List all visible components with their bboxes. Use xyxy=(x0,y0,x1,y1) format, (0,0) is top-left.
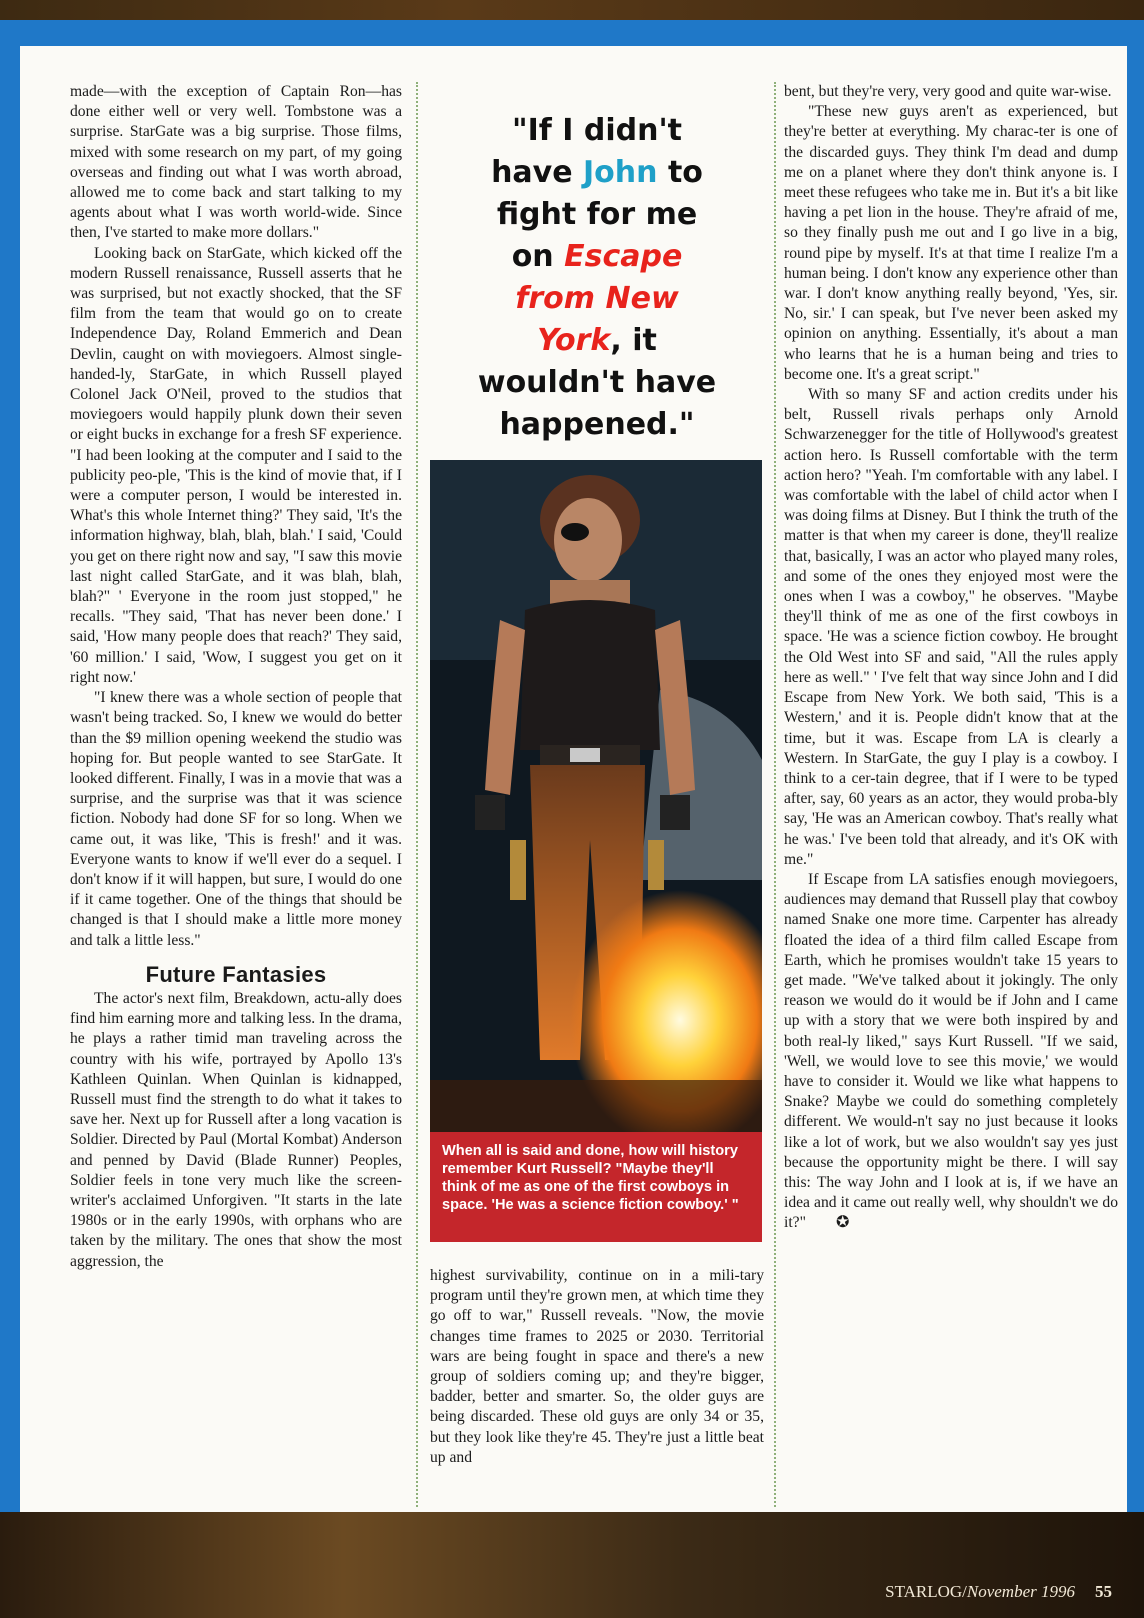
pull-quote-line: fight for me xyxy=(496,197,698,232)
col3-paragraph-2: "These new guys aren't as experienced, but they're better at everything. My charac-ter is one of the discarded guys. They think I'm dead and dump me on a planet where they don't think anyone is. I meet these refugees who take me in. But it's a bit like having a pet lion in the house. They're afraid of me, so they finally push me out and I go live in a big, round pipe by myself. It's at that time I realize I'm a human being. I don't know any experience other than war. I don't know anything really beyond, 'Yes, sir. No, sir.' I can speak, but I've never been asked my opinion on anything. Essentially, it's about a man who learns that he is a human being and tries to become one. It's a great script." xyxy=(784,103,1118,383)
pull-quote-line: on Escape xyxy=(511,239,683,274)
pull-quote-name: John xyxy=(583,155,658,190)
section-subhead: Future Fantasies xyxy=(145,961,327,987)
column-divider-left xyxy=(416,82,418,1507)
col1-paragraph-1: made—with the exception of Captain Ron—has done either well or very well. Tombstone was a surprise. StarGate was a big surprise. Those films, mixed with some research on my part, of my going overseas and finding out what I was worth abroad, allowed me to come back and start talking to my agents about what I was worth world-wide. Since then, I've started to make more dollars." xyxy=(70,83,402,242)
pull-quote-line: "If I didn't xyxy=(511,113,682,148)
pull-quote-line: York, it xyxy=(537,323,657,358)
pull-quote-line: have John to xyxy=(491,155,703,190)
col1-paragraph-2: Looking back on StarGate, which kicked off the modern Russell renaissance, Russell asserts that he was surprised, but not exactly shocked, that the SF film from the team that would go on to create Independence Day, Roland Emmerich and Dean Devlin, caught on with moviegoers. Almost single-handed-ly, StarGate, in which Russell played Colonel Jack O'Neil, proved to the studios that moviegoers would happily plunk down their seven or eight bucks in exchange for a fresh SF experience. "I had been looking at the computer and I said to the publicity peo-ple, 'This is the kind of movie that, if I were a computer person, I would be interested in. What's this whole Internet thing?' They said, 'It's the information highway, blah, blah, blah.' I said, 'Could you get on there right now and say, "I saw this movie last night called StarGate, and it was blah, blah, blah?" ' Everyone in the room just stopped," he recalls. "They said, 'That has never been done.' I said, 'How many people does that reach?' They said, '60 million.' I said, 'Wow, I suggest you get on it right now.' xyxy=(70,244,402,686)
kurt-russell-photo xyxy=(430,460,762,1132)
column-1 xyxy=(70,82,402,1272)
photo-caption: When all is said and done, how will history remember Kurt Russell? "Maybe they'll think of me as one of the first cowboys in space. 'He was a science fiction cowboy.' " xyxy=(430,1132,762,1242)
page-number: 55 xyxy=(1095,1582,1112,1601)
pull-quote xyxy=(430,110,764,446)
column-2-text xyxy=(430,1266,764,1468)
bottom-border-band xyxy=(0,1512,1144,1618)
col3-paragraph-3: With so many SF and action credits under his belt, Russell rivals perhaps only Arnold Schwarzenegger for the title of Hollywood's greatest action hero. Is Russell comfortable with the term action hero? "Yeah. I'm comfortable with any label. I was comfortable with the label of child actor when I was doing films at Disney. But I think the truth of the matter is that when my career is done, they'll realize that, basically, I was an actor who played many roles, and some of the ones they enjoyed most were the ones when I was a cowboy," he observes. "Maybe they'll think of me as one of the first cowboys in space. 'He was a science fiction cowboy. He brought the Old West into SF and said, "All the rules apply here as well." ' I've felt that way since John and I did Escape from New York. We both said, 'This is a Western,' and it is. People didn't know that at the time, but it was. Escape from LA is clearly a Western. In StarGate, the guy I play is a cowboy. I think to a cer-tain degree, that if I were to be typed after, say, 60 years as an actor, they would proba-bly say, 'He was an American cowboy. That's really what he was.' I've been told that already, and it's OK with me." xyxy=(784,386,1118,868)
col2-paragraph-1: highest survivability, continue on in a mili-tary program until they're grown men, at which time they go off to war," Russell reveals. "Now, the movie changes time frames to 2025 or 2030. Territorial wars are being fought in space and there's a new group of soldiers coming up; and they're bigger, badder, better and smarter. So, the older guys are being discarded. These old guys are only 34 or 35, but they look like they're 45. They're just a little beat up and xyxy=(430,1267,764,1466)
pull-quote-line: wouldn't have xyxy=(477,365,717,400)
end-mark-icon: ✪ xyxy=(835,1214,850,1232)
issue-date: November 1996 xyxy=(966,1582,1075,1601)
column-divider-right xyxy=(774,82,776,1507)
column-3 xyxy=(784,82,1118,1234)
col3-paragraph-1: bent, but they're very, very good and quite war-wise. xyxy=(784,83,1112,100)
magazine-name: STARLOG xyxy=(885,1582,963,1601)
pull-quote-title: Escape xyxy=(564,239,683,274)
photo-illustration xyxy=(430,460,762,1132)
col1-paragraph-4: The actor's next film, Breakdown, actu-ally does find him earning more and talking less. In the drama, he plays a rather timid man traveling across the country with his wife, portrayed by Apollo 13's Kathleen Quinlan. When Quinlan is kidnapped, Russell must find the strength to do what it takes to save her. Next up for Russell after a long vacation is Soldier. Directed by Paul (Mortal Kombat) Anderson and penned by David (Blade Runner) Peoples, Soldier feels in tone very much like the screen-writer's acclaimed Unforgiven. "It starts in the late 1980s or in the early 1990s, with orphans who are taken by the military. The ones that show the most aggression, the xyxy=(70,989,402,1270)
col3-paragraph-4: If Escape from LA satisfies enough moviegoers, audiences may demand that Russell play that cowboy named Snake one more time. Carpenter has already floated the idea of a third film called Escape from Earth, which he promises wouldn't take 15 years to get made. "We've talked about it jokingly. The only reason we would do it would be if John and I came up with a story that we were both inspired by and both real-ly liked," says Kurt Russell. "If we said, 'Well, we would love to see this movie,' we would have to consider it. Would we like what happens to Snake? Maybe we could do something completely different. We would-n't say no just because it looks like a lot of work, but we also wouldn't say yes just because the opportunity might be there. I will say this: The way John and I look at is, if we have an idea and it came out really well, why shouldn't we do it?" ✪ xyxy=(784,870,1118,1234)
pull-quote-line: happened." xyxy=(499,407,695,442)
col1-paragraph-3: "I knew there was a whole section of people that wasn't being tracked. So, I knew we would do better than the $9 million opening weekend the studio was hoping for. But people wanted to see StarGate. It looked different. Finally, I was in a movie that was a surprise, and the surprise was that it was science fiction. Nobody had done SF for so long. When we came out, it was like, 'This is fresh!' and it was. Everyone wants to know if we'll ever do a sequel. I don't know if it will happen, but sure, I would do one if it came together. One of the things that should be changed is that I should make a little more money and talk a little less." xyxy=(70,689,402,949)
pull-quote-title-line: from New xyxy=(515,281,679,316)
pull-quote-title: York xyxy=(537,323,611,358)
page-footer: STARLOG/November 1996 55 xyxy=(885,1582,1112,1601)
